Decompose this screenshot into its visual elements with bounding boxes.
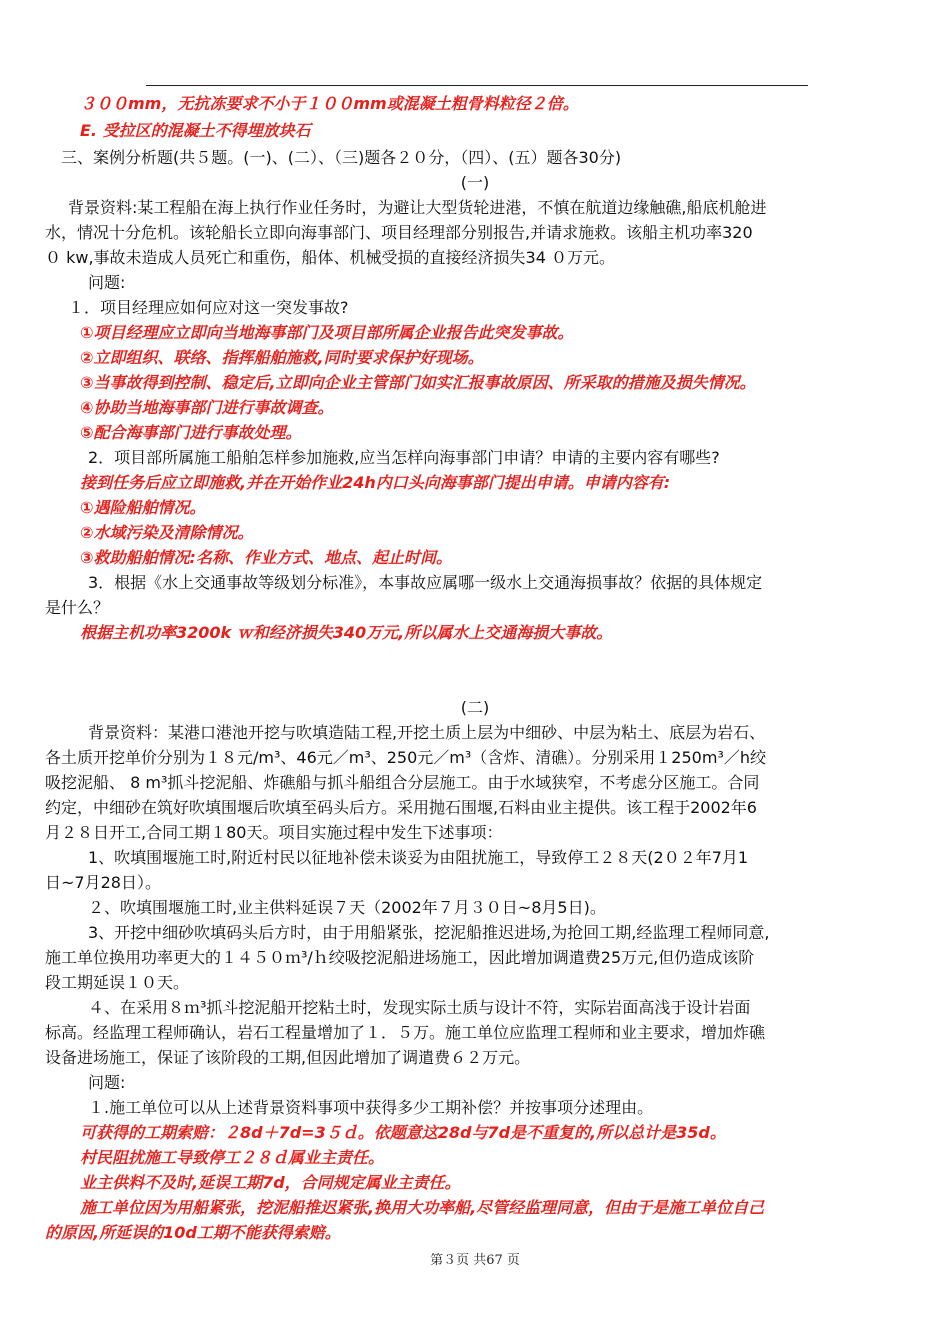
carryover-line-2: E. 受拉区的混凝土不得埋放块石 bbox=[80, 121, 311, 140]
carryover-line-1: ３００mm，无抗冻要求不小于１００mm或混凝土粗骨料粒径２倍。 bbox=[80, 94, 579, 113]
case2-answer-1-item: 村民阻扰施工导致停工２８ｄ属业主责任。 bbox=[80, 1148, 385, 1167]
case1-background-line: ０ kw,事故未造成人员死亡和重伤，船体、机械受损的直接经济损失34 ０万元。 bbox=[45, 248, 615, 267]
case1-question-3-cont: 是什么？ bbox=[45, 598, 110, 617]
case2-item-line: 段工期延误１０天。 bbox=[45, 973, 190, 992]
section-heading: 三、案例分析题(共５题。(一)、(二）、（三)题各２０分，（四）、(五）题各30分) bbox=[61, 148, 622, 167]
case1-background-line: 水，情况十分危机。该轮船长立即向海事部门、项目经理部分别报告,并请求施救。该船主机功率320 bbox=[45, 223, 753, 242]
page-number: 第３页 共67 页 bbox=[430, 1253, 520, 1268]
case2-answer-1-item: 可获得的工期索赔：２8d＋7d=3５ｄ。依题意这28d与7d是不重复的,所以总计是35d。 bbox=[80, 1123, 726, 1142]
case2-title: (二) bbox=[460, 698, 490, 717]
case2-item-line: ２、吹填围堰施工时,业主供料延误７天（2002年７月３０日~8月5日)。 bbox=[88, 898, 606, 917]
header-rule bbox=[146, 85, 808, 86]
case1-answer-1-item: ⑤配合海事部门进行事故处理。 bbox=[80, 423, 302, 442]
case1-answer-1-item: ①项目经理应立即向当地海事部门及项目部所属企业报告此突发事故。 bbox=[80, 323, 574, 342]
case2-item-line: 标高。经监理工程师确认，岩石工程量增加了１．５万。施工单位应监理工程师和业主要求，增加炸礁 bbox=[45, 1023, 766, 1042]
case2-item-line: 设备进场施工，保证了该阶段的工期,但因此增加了调遣费６２万元。 bbox=[45, 1048, 531, 1067]
case1-answer-1-item: ③当事故得到控制、稳定后,立即向企业主管部门如实汇报事故原因、所采取的措施及损失情况。 bbox=[80, 373, 756, 392]
case1-answer-2-item: ①遇险船舶情况。 bbox=[80, 498, 206, 517]
case2-answer-1-item: 的原因,所延误的10d工期不能获得索赔。 bbox=[45, 1223, 341, 1242]
case2-background-line: 吸挖泥船、 8 m³抓斗挖泥船、炸礁船与抓斗船组合分层施工。由于水域狭窄，不考虑分区施工。合同 bbox=[45, 773, 760, 792]
case1-title: (一) bbox=[460, 173, 490, 192]
case2-item-line: 施工单位换用功率更大的１４５０ｍ³/ｈ绞吸挖泥船进场施工，因此增加调遣费25万元,但仍造成该阶 bbox=[45, 948, 755, 967]
case2-background-line: 约定，中细砂在筑好吹填围堰后吹填至码头后方。采用抛石围堰,石料由业主提供。该工程于2002年6 bbox=[45, 798, 757, 817]
case2-background-line: 各土质开挖单价分别为１８元/m³、46元／m³、250元／m³（含炸、清礁）。分别采用１250m³／h绞 bbox=[45, 748, 766, 767]
case2-answer-1-item: 业主供料不及时,延误工期7d，合同规定属业主责任。 bbox=[80, 1173, 461, 1192]
case2-background-line: 背景资料：某港口港池开挖与吹填造陆工程,开挖土质上层为中细砂、中层为粘土、底层为岩石、 bbox=[88, 723, 766, 742]
case2-item-line: 3、开挖中细砂吹填码头后方时，由于用船紧张，挖泥船推迟进场,为抢回工期,经监理工程师同意, bbox=[88, 923, 770, 942]
case1-answer-2-item: ②水域污染及清除情况。 bbox=[80, 523, 254, 542]
case2-question-1: １.施工单位可以从上述背景资料事项中获得多少工期补偿？并按事项分述理由。 bbox=[88, 1098, 654, 1117]
case2-item-line: 日~7月28日）。 bbox=[45, 873, 161, 892]
case1-answer-2-item: 接到任务后应立即施救,并在开始作业24h内口头向海事部门提出申请。申请内容有: bbox=[80, 473, 671, 492]
case1-question-1: １．项目经理应如何应对这一突发事故? bbox=[68, 298, 349, 317]
case2-item-line: ４、在采用８ｍ³抓斗挖泥船开挖粘土时，发现实际土质与设计不符，实际岩面高浅于设计岩面 bbox=[88, 998, 751, 1017]
case2-item-line: 1、吹填围堰施工时,附近村民以征地补偿未谈妥为由阻扰施工，导致停工２８天(2０２年7月1 bbox=[88, 848, 749, 867]
case1-background-line: 背景资料:某工程船在海上执行作业任务时，为避让大型货轮进港，不慎在航道边缘触礁,船底机舱进 bbox=[68, 198, 767, 217]
case1-question-3: 3．根据《水上交通事故等级划分标准》，本事故应属哪一级水上交通海损事故？依据的具体规定 bbox=[88, 573, 763, 592]
case2-answer-1-item: 施工单位因为用船紧张，挖泥船推迟紧张,换用大功率船,尽管经监理同意，但由于是施工单位自己 bbox=[80, 1198, 765, 1217]
case2-background-line: 月２８日开工,合同工期１80天。项目实施过程中发生下述事项： bbox=[45, 823, 503, 842]
case1-questions-label: 问题: bbox=[88, 273, 126, 292]
case1-answer-2-item: ③救助船舶情况:名称、作业方式、地点、起止时间。 bbox=[80, 548, 452, 567]
case2-questions-label: 问题: bbox=[88, 1073, 126, 1092]
case1-answer-1-item: ④协助当地海事部门进行事故调查。 bbox=[80, 398, 334, 417]
case1-answer-1-item: ②立即组织、联络、指挥船舶施救,同时要求保护好现场。 bbox=[80, 348, 484, 367]
case1-question-2: 2．项目部所属施工船舶怎样参加施救,应当怎样向海事部门申请？申请的主要内容有哪些? bbox=[88, 448, 720, 467]
case1-answer-3: 根据主机功率3200k ｗ和经济损失340万元,所以属水上交通海损大事故。 bbox=[80, 623, 613, 642]
